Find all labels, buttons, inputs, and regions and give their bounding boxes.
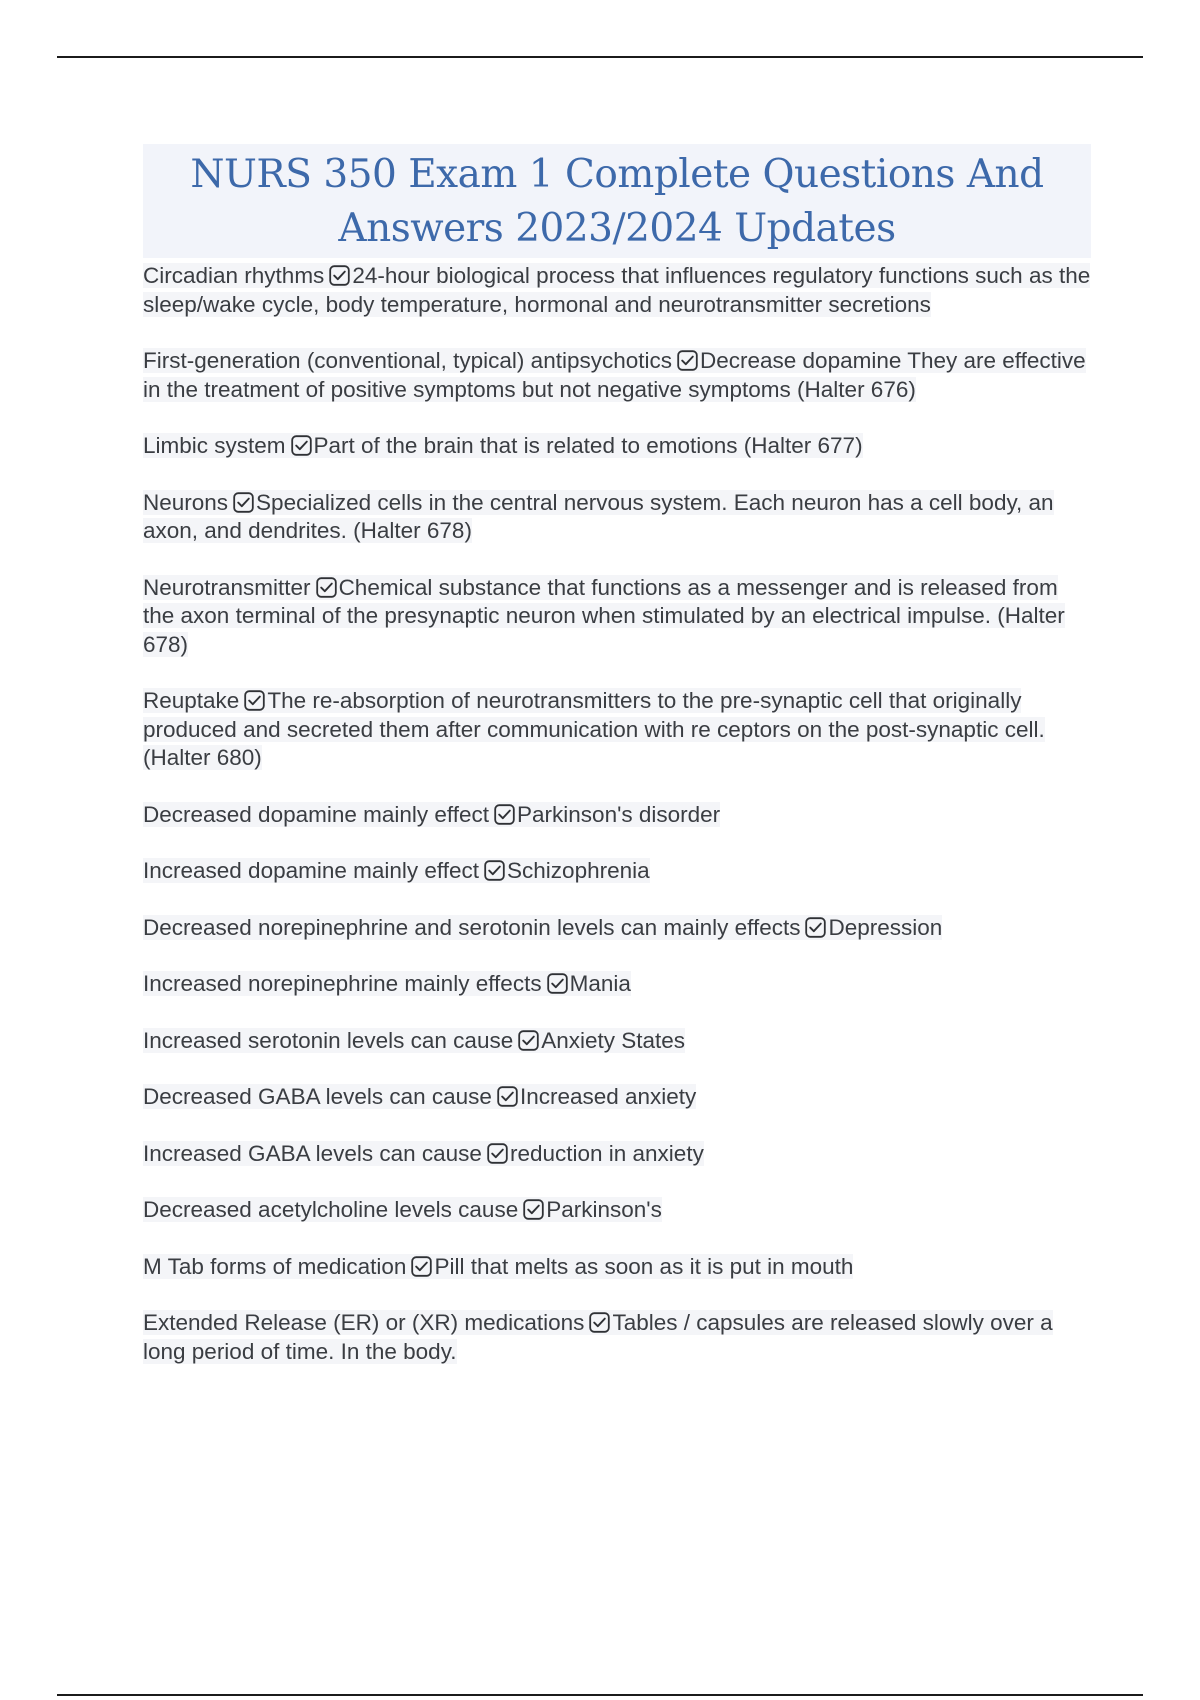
checkbox-checked-icon	[411, 1256, 432, 1277]
qa-definition: Anxiety States	[541, 1027, 686, 1053]
checkbox-checked-icon	[291, 435, 312, 456]
page-title: NURS 350 Exam 1 Complete Questions And Answers 2023/2024 Updates	[143, 144, 1091, 258]
top-rule	[57, 56, 1143, 58]
qa-item	[143, 262, 1091, 319]
checkbox-checked-icon	[484, 860, 505, 881]
checkbox-checked-icon	[233, 492, 254, 513]
qa-list	[143, 262, 1091, 1366]
qa-definition: Schizophrenia	[507, 858, 650, 883]
qa-item	[143, 347, 1091, 404]
checkbox-checked-icon	[316, 577, 337, 598]
qa-item	[143, 801, 1091, 830]
qa-item	[143, 1083, 1091, 1112]
qa-term: Increased norepinephrine mainly effects	[143, 971, 542, 996]
qa-item	[143, 574, 1091, 660]
qa-definition: Parkinson's disorder	[517, 801, 721, 827]
qa-definition: Depression	[828, 914, 943, 940]
qa-term: Increased GABA levels can cause	[143, 1140, 482, 1166]
qa-item	[143, 970, 1091, 999]
qa-term: Increased dopamine mainly effect	[143, 858, 480, 883]
qa-definition: Increased anxiety	[519, 1084, 697, 1109]
qa-text	[143, 1084, 696, 1109]
checkbox-checked-icon	[497, 1086, 518, 1107]
qa-term: Reuptake	[143, 688, 240, 713]
qa-text	[143, 433, 863, 458]
qa-term: Decreased norepinephrine and serotonin levels can mainly effects	[143, 914, 801, 940]
qa-definition: Pill that melts as soon as it is put in mouth	[434, 1253, 854, 1279]
qa-term: First-generation (conventional, typical) antipsychotics	[143, 348, 672, 373]
qa-definition: Tables / capsules are released slowly over a long period of time. In the body.	[143, 1310, 1053, 1364]
qa-item	[143, 914, 1091, 943]
qa-text	[143, 490, 1054, 544]
checkbox-checked-icon	[547, 973, 568, 994]
qa-definition: The re-absorption of neurotransmitters to the pre-synaptic cell that originally produced and secreted them after communication with re ceptors on the post-synaptic cell. (Halter 680)	[143, 688, 1045, 770]
checkbox-checked-icon	[487, 1143, 508, 1164]
qa-text	[143, 1197, 662, 1222]
checkbox-checked-icon	[329, 265, 350, 286]
qa-item	[143, 1196, 1091, 1225]
qa-text	[143, 802, 720, 827]
qa-text	[143, 348, 1086, 402]
qa-term: Increased serotonin levels can cause	[143, 1027, 514, 1053]
qa-definition: reduction in anxiety	[509, 1140, 704, 1166]
qa-term: Decreased GABA levels can cause	[143, 1084, 492, 1109]
qa-definition: 24-hour biological process that influences regulatory functions such as the sleep/wake cycle, body temperature, hormonal and neurotransmitter secretions	[143, 263, 1091, 317]
qa-term: Decreased acetylcholine levels cause	[143, 1197, 519, 1222]
checkbox-checked-icon	[589, 1312, 610, 1333]
qa-term: Neurons	[143, 489, 229, 515]
checkbox-checked-icon	[677, 350, 698, 371]
qa-item	[143, 489, 1091, 546]
qa-text	[143, 971, 631, 996]
checkbox-checked-icon	[805, 917, 826, 938]
qa-text	[143, 1028, 685, 1053]
qa-item	[143, 1027, 1091, 1056]
qa-text	[143, 263, 1090, 317]
document-body	[143, 144, 1091, 1394]
qa-term: Decreased dopamine mainly effect	[143, 801, 490, 827]
qa-item	[143, 432, 1091, 461]
qa-definition: Part of the brain that is related to emotions (Halter 677)	[313, 433, 863, 458]
qa-definition: Decrease dopamine They are effective in the treatment of positive symptoms but not negative symptoms (Halter 676)	[143, 348, 1086, 402]
qa-definition: Chemical substance that functions as a messenger and is released from the axon terminal of the presynaptic neuron when stimulated by an electrical impulse. (Halter 678)	[143, 574, 1065, 657]
qa-term: Circadian rhythms	[143, 263, 325, 288]
qa-term: M Tab forms of medication	[143, 1253, 407, 1279]
checkbox-checked-icon	[494, 804, 515, 825]
qa-text	[143, 858, 650, 883]
qa-text	[143, 1254, 853, 1279]
qa-text	[143, 575, 1065, 657]
qa-text	[143, 1310, 1053, 1364]
qa-item	[143, 857, 1091, 886]
qa-item	[143, 687, 1091, 773]
qa-definition: Mania	[569, 971, 631, 996]
qa-text	[143, 1141, 704, 1166]
qa-text	[143, 915, 942, 940]
qa-definition: Parkinson's	[546, 1197, 662, 1222]
bottom-rule	[57, 1694, 1143, 1696]
qa-text	[143, 688, 1045, 770]
checkbox-checked-icon	[518, 1030, 539, 1051]
qa-term: Limbic system	[143, 433, 286, 458]
checkbox-checked-icon	[523, 1199, 544, 1220]
qa-term: Extended Release (ER) or (XR) medications	[143, 1310, 585, 1335]
qa-term: Neurotransmitter	[143, 574, 311, 600]
qa-item	[143, 1253, 1091, 1282]
qa-item	[143, 1309, 1091, 1366]
qa-item	[143, 1140, 1091, 1169]
checkbox-checked-icon	[244, 690, 265, 711]
qa-definition: Specialized cells in the central nervous system. Each neuron has a cell body, an axon, and dendrites. (Halter 678)	[143, 489, 1054, 543]
